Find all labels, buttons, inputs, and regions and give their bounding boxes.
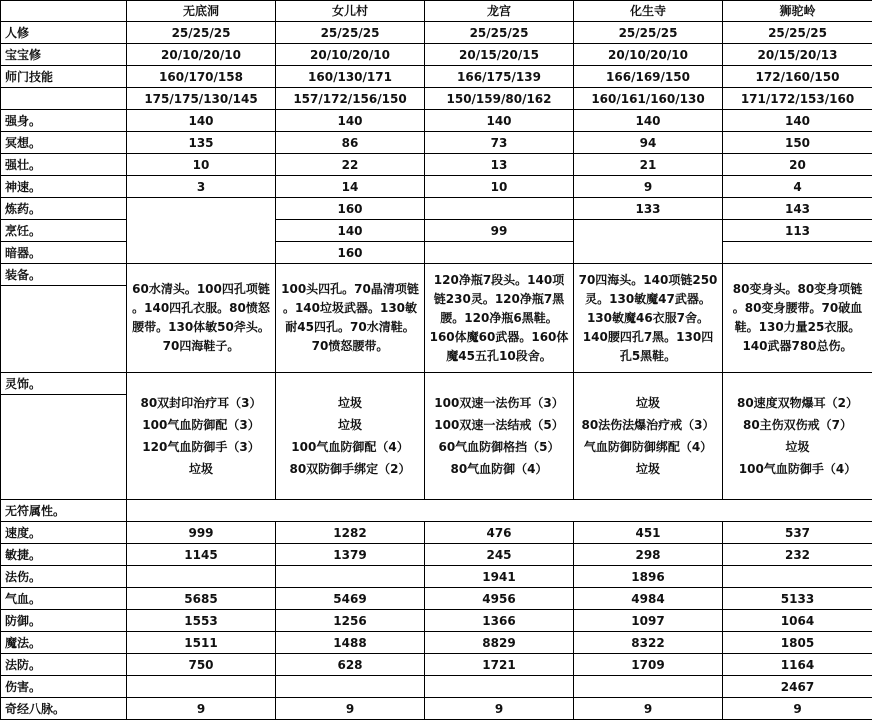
cell-value: 9 (574, 698, 723, 720)
cell-value: 113 (723, 220, 872, 242)
cell-value: 537 (723, 522, 872, 544)
cell-value: 140 (723, 110, 872, 132)
row-label: 法伤。 (1, 566, 127, 588)
cell-value: 25/25/25 (574, 22, 723, 44)
cell-value: 13 (425, 154, 574, 176)
equip-line: 鞋。130力量25衣服。 (734, 320, 861, 334)
equip-cell (127, 264, 276, 373)
row-sudu (1, 522, 872, 544)
cell-value: 22 (276, 154, 425, 176)
cell-value (425, 676, 574, 698)
cell-value: 3 (127, 176, 276, 198)
blank-cell (127, 500, 872, 522)
cell-value: 175/175/130/145 (127, 88, 276, 110)
row-shensu (1, 176, 872, 198)
cell-value: 150 (723, 132, 872, 154)
column-header: 龙宫 (425, 1, 574, 22)
lingshi-line: 80气血防御（4） (450, 462, 548, 476)
equip-line: 60水清头。100四孔项链 (132, 282, 270, 296)
row-label: 人修 (1, 22, 127, 44)
row-mofa (1, 632, 872, 654)
lingshi-line: 80法伤法爆治疗戒（3） (581, 418, 715, 432)
cell-value: 20 (723, 154, 872, 176)
cell-value (574, 220, 723, 264)
cell-value: 9 (723, 698, 872, 720)
corner-cell (1, 1, 127, 22)
cell-value: 143 (723, 198, 872, 220)
row-wufu (1, 500, 872, 522)
cell-value: 1511 (127, 632, 276, 654)
row-label: 冥想。 (1, 132, 127, 154)
lingshi-line: 120气血防御手（3） (142, 440, 260, 454)
cell-value: 1145 (127, 544, 276, 566)
equip-line: 腰带。130体敏50斧头。 (132, 320, 270, 334)
cell-value: 25/25/25 (723, 22, 872, 44)
lingshi-cell (425, 373, 574, 500)
cell-value (276, 566, 425, 588)
cell-value (425, 242, 574, 264)
row-label: 宝宝修 (1, 44, 127, 66)
row-label: 强壮。 (1, 154, 127, 176)
cell-value: 1164 (723, 654, 872, 676)
cell-value: 135 (127, 132, 276, 154)
equip-line: 灵。130敏魔47武器。 (585, 291, 711, 306)
cell-value: 20/15/20/13 (723, 44, 872, 66)
lingshi-line: 80双防御手绑定（2） (289, 462, 411, 476)
cell-value: 1553 (127, 610, 276, 632)
lingshi-line: 垃圾 (188, 462, 213, 476)
row-label: 无符属性。 (1, 500, 127, 522)
equip-cell (723, 264, 872, 373)
lingshi-line: 垃圾 (635, 396, 660, 410)
row-label: 防御。 (1, 610, 127, 632)
cell-value: 476 (425, 522, 574, 544)
equip-line: 140武器780总伤。 (742, 339, 853, 353)
equip-line: 。80变身腰带。70破血 (732, 301, 863, 315)
equip-line: 链230灵。120净瓶7黑 (433, 291, 565, 306)
row-qixue (1, 588, 872, 610)
lingshi-line: 80主伤双伤戒（7） (742, 418, 853, 432)
equip-line: 70愤怒腰带。 (311, 339, 389, 353)
cell-value (723, 242, 872, 264)
cell-value: 5133 (723, 588, 872, 610)
cell-value: 94 (574, 132, 723, 154)
equip-line: 120净瓶7段头。140项 (433, 272, 565, 287)
equip-cell (425, 264, 574, 373)
equip-line: 。140垃圾武器。130敏 (282, 301, 418, 315)
blank-label-cell (1, 286, 127, 373)
lingshi-line: 100双速一法伤耳（3） (434, 396, 564, 410)
lingshi-cell (574, 373, 723, 500)
row-mingxiang (1, 132, 872, 154)
cell-value: 1709 (574, 654, 723, 676)
blank-label-cell (1, 395, 127, 500)
cell-value: 4 (723, 176, 872, 198)
row-qijing (1, 698, 872, 720)
cell-value: 298 (574, 544, 723, 566)
cell-value: 25/25/25 (127, 22, 276, 44)
cell-value: 99 (425, 220, 574, 242)
lingshi-cell (127, 373, 276, 500)
row-label: 强身。 (1, 110, 127, 132)
cell-value: 9 (276, 698, 425, 720)
row-label: 神速。 (1, 176, 127, 198)
row-label: 伤害。 (1, 676, 127, 698)
lingshi-line: 气血防御防御绑配（4） (583, 440, 713, 454)
cell-value: 140 (276, 220, 425, 242)
column-header: 女儿村 (276, 1, 425, 22)
cell-value: 5685 (127, 588, 276, 610)
row-lianyao (1, 198, 872, 220)
cell-value: 1941 (425, 566, 574, 588)
lingshi-line: 100气血防御配（3） (142, 418, 260, 432)
cell-value: 160 (276, 242, 425, 264)
cell-value: 451 (574, 522, 723, 544)
cell-value: 8322 (574, 632, 723, 654)
cell-value: 9 (425, 698, 574, 720)
row-lingshi (1, 373, 872, 395)
lingshi-line: 垃圾 (337, 396, 362, 410)
row-renxiu (1, 22, 872, 44)
row-label: 奇经八脉。 (1, 698, 127, 720)
row-equip (1, 264, 872, 286)
cell-value: 1256 (276, 610, 425, 632)
equip-line: 腰。120净瓶6黑鞋。 (440, 310, 558, 325)
cell-value (425, 198, 574, 220)
column-header: 无底洞 (127, 1, 276, 22)
row-label: 敏捷。 (1, 544, 127, 566)
lingshi-line: 100气血防御手（4） (738, 462, 857, 476)
cell-value: 10 (425, 176, 574, 198)
row-shimen (1, 66, 872, 88)
cell-value: 1379 (276, 544, 425, 566)
cell-value: 14 (276, 176, 425, 198)
row-qiangzhuang (1, 154, 872, 176)
cell-value: 160/170/158 (127, 66, 276, 88)
cell-value: 172/160/150 (723, 66, 872, 88)
equip-line: 160体魔60武器。160体 (429, 329, 569, 344)
lingshi-line: 80双封印治疗耳（3） (140, 396, 262, 410)
equip-line: 100头四孔。70晶清项链 (281, 282, 419, 296)
equip-line: 魔45五孔10段舍。 (446, 348, 552, 363)
cell-value: 86 (276, 132, 425, 154)
cell-value: 133 (574, 198, 723, 220)
cell-value: 171/172/153/160 (723, 88, 872, 110)
cell-value: 150/159/80/162 (425, 88, 574, 110)
cell-value: 157/172/156/150 (276, 88, 425, 110)
row-label (1, 88, 127, 110)
cell-value: 166/175/139 (425, 66, 574, 88)
cell-value (127, 198, 276, 264)
cell-value: 1366 (425, 610, 574, 632)
row-label: 速度。 (1, 522, 127, 544)
cell-value: 232 (723, 544, 872, 566)
cell-value: 140 (276, 110, 425, 132)
cell-value: 25/25/25 (425, 22, 574, 44)
cell-value (127, 676, 276, 698)
cell-value: 5469 (276, 588, 425, 610)
cell-value: 73 (425, 132, 574, 154)
equip-cell (574, 264, 723, 373)
lingshi-line: 垃圾 (785, 440, 810, 454)
cell-value: 166/169/150 (574, 66, 723, 88)
cell-value: 160/161/160/130 (574, 88, 723, 110)
table-body (1, 1, 872, 720)
equip-line: 130敏魔46衣服7舍。 (586, 310, 710, 325)
row-fafang (1, 654, 872, 676)
row-minjie (1, 544, 872, 566)
cell-value: 245 (425, 544, 574, 566)
cell-value: 999 (127, 522, 276, 544)
row-label: 师门技能 (1, 66, 127, 88)
cell-value (723, 566, 872, 588)
cell-value: 1097 (574, 610, 723, 632)
cell-value: 1488 (276, 632, 425, 654)
equip-line: 80变身头。80变身项链 (732, 282, 863, 296)
cell-value: 10 (127, 154, 276, 176)
cell-value (276, 676, 425, 698)
cell-value: 25/25/25 (276, 22, 425, 44)
row-label: 装备。 (1, 264, 127, 286)
cell-value: 160/130/171 (276, 66, 425, 88)
row-fashang (1, 566, 872, 588)
lingshi-cell (276, 373, 425, 500)
equip-line: 孔5黑鞋。 (619, 348, 677, 363)
lingshi-line: 垃圾 (337, 418, 362, 432)
lingshi-line: 垃圾 (635, 462, 660, 476)
row-label: 暗器。 (1, 242, 127, 264)
row-label: 法防。 (1, 654, 127, 676)
column-header: 狮驼岭 (723, 1, 872, 22)
cell-value: 20/15/20/15 (425, 44, 574, 66)
lingshi-line: 100气血防御配（4） (291, 440, 409, 454)
cell-value: 1064 (723, 610, 872, 632)
header-row (1, 1, 872, 22)
lingshi-cell (723, 373, 872, 500)
cell-value: 8829 (425, 632, 574, 654)
cell-value: 750 (127, 654, 276, 676)
lingshi-line: 60气血防御格挡（5） (438, 440, 560, 454)
row-shanghai (1, 676, 872, 698)
cell-value: 9 (127, 698, 276, 720)
cell-value: 1805 (723, 632, 872, 654)
equip-line: 耐45四孔。70水清鞋。 (285, 320, 415, 334)
row-label: 炼药。 (1, 198, 127, 220)
equip-line: 70四海鞋子。 (162, 339, 240, 353)
cell-value: 2467 (723, 676, 872, 698)
cell-value: 628 (276, 654, 425, 676)
cell-value: 1896 (574, 566, 723, 588)
cell-value: 140 (425, 110, 574, 132)
cell-value: 140 (127, 110, 276, 132)
cell-value: 9 (574, 176, 723, 198)
cell-value: 21 (574, 154, 723, 176)
cell-value: 160 (276, 198, 425, 220)
row-fangyu (1, 610, 872, 632)
equip-line: 。140四孔衣服。80愤怒 (132, 301, 270, 315)
cell-value: 20/10/20/10 (276, 44, 425, 66)
cell-value: 4984 (574, 588, 723, 610)
row-qiangshen (1, 110, 872, 132)
cell-value (127, 566, 276, 588)
row-label: 灵饰。 (1, 373, 127, 395)
row-label: 烹饪。 (1, 220, 127, 242)
equip-line: 70四海头。140项链250 (578, 272, 718, 287)
cell-value (574, 676, 723, 698)
row-label: 魔法。 (1, 632, 127, 654)
lingshi-line: 100双速一法结戒（5） (434, 418, 564, 432)
column-header: 化生寺 (574, 1, 723, 22)
cell-value: 20/10/20/10 (127, 44, 276, 66)
row-baobaoxiu (1, 44, 872, 66)
row-shimen2 (1, 88, 872, 110)
cell-value: 1721 (425, 654, 574, 676)
lingshi-line: 80速度双物爆耳（2） (736, 396, 859, 410)
cell-value: 20/10/20/10 (574, 44, 723, 66)
row-label: 气血。 (1, 588, 127, 610)
cell-value: 4956 (425, 588, 574, 610)
equip-cell (276, 264, 425, 373)
cell-value: 140 (574, 110, 723, 132)
equip-line: 140腰四孔7黑。130四 (582, 329, 714, 344)
cell-value: 1282 (276, 522, 425, 544)
